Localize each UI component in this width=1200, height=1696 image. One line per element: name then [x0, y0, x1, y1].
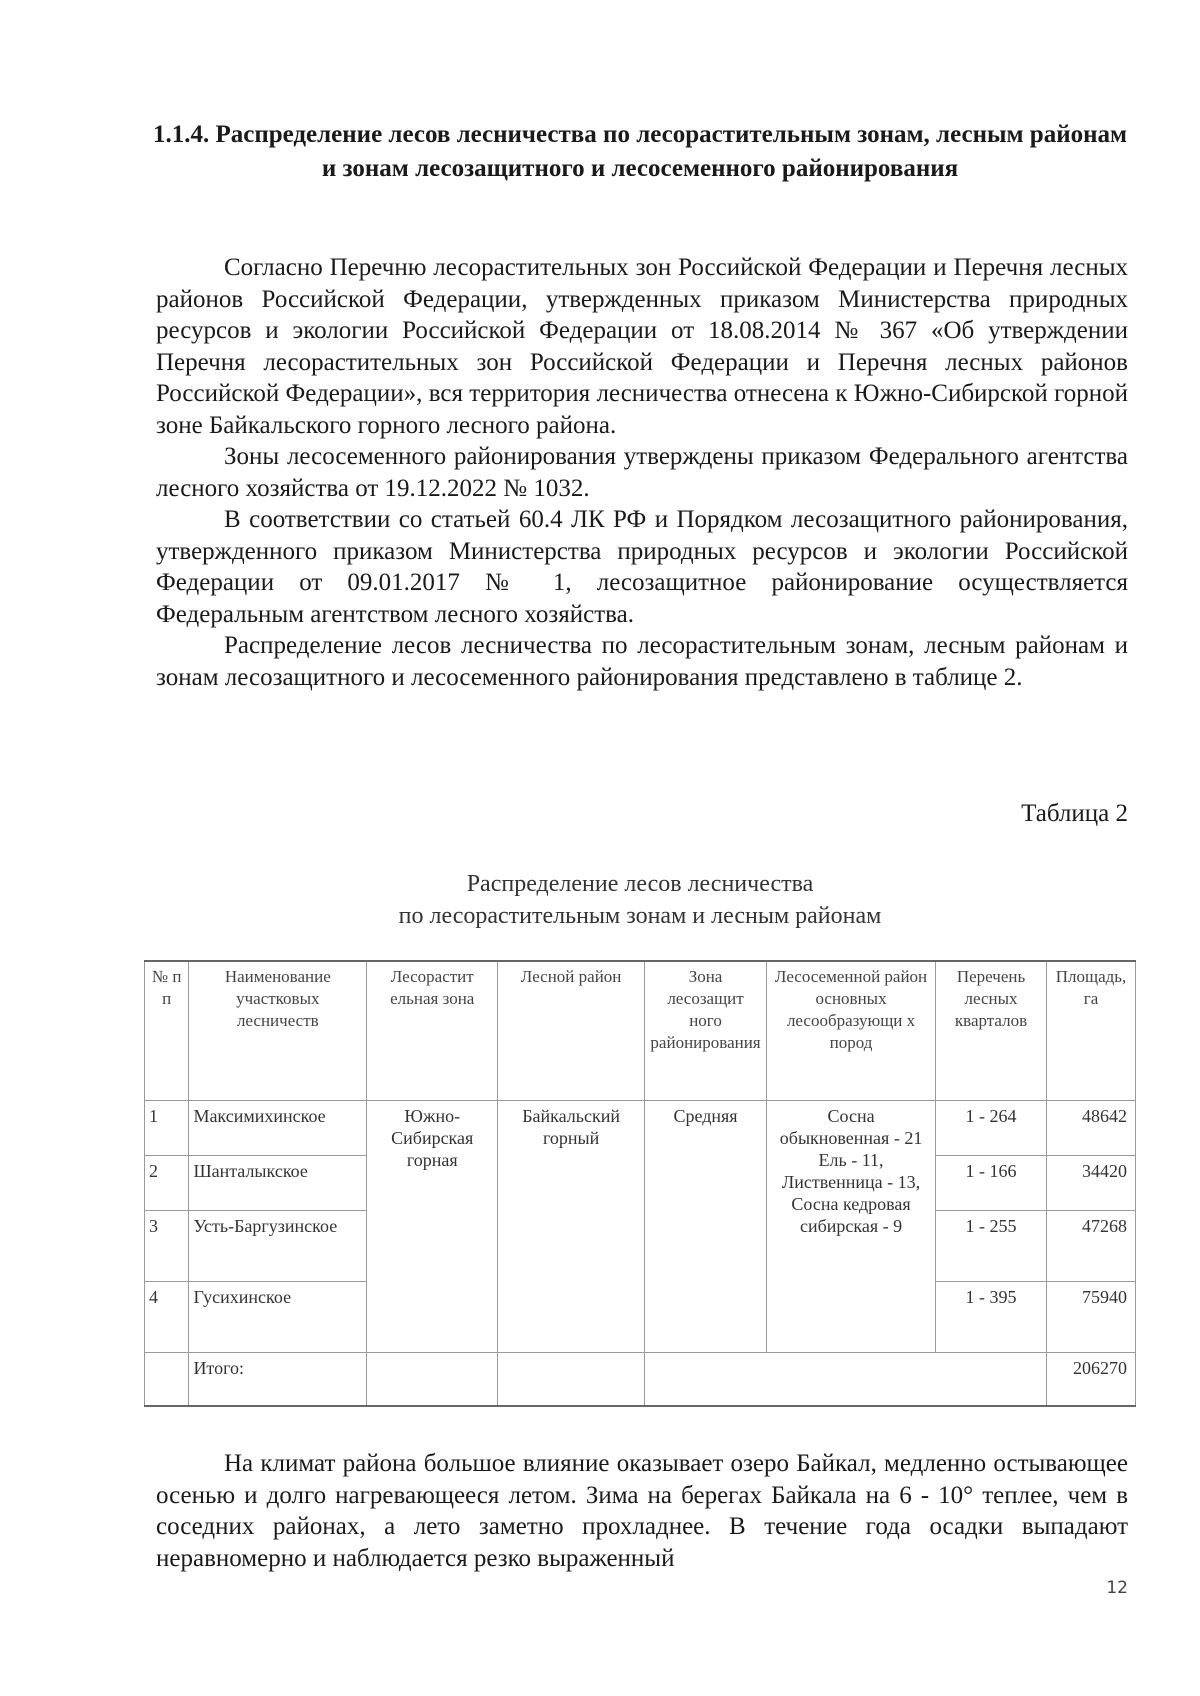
- forest-zone-cell: Южно-Сибирская горная: [367, 1101, 498, 1353]
- empty-cell: [644, 1353, 1046, 1407]
- forestry-name: Максимихинское: [189, 1101, 367, 1156]
- quarters-cell: 1 - 166: [935, 1156, 1046, 1211]
- empty-cell: [145, 1353, 189, 1407]
- table-title-line-1: Распределение лесов лесничества: [466, 871, 814, 897]
- seed-region-cell: Сосна обыкновенная - 21 Ель - 11, Лиственница - 13, Сосна кедровая сибирская - 9: [767, 1101, 936, 1353]
- forestry-name: Гусихинское: [189, 1282, 367, 1353]
- header-cell: Зона лесозащит ного районирования: [644, 961, 766, 1101]
- intro-text: [156, 252, 1128, 693]
- table-row: [145, 1101, 1136, 1156]
- forestry-name: Усть-Баргузинское: [189, 1211, 367, 1282]
- area-cell: 34420: [1047, 1156, 1136, 1211]
- forest-region-cell: Байкальский горный: [498, 1101, 645, 1353]
- paragraph-1: Согласно Перечню лесорастительных зон Российской Федерации и Перечня лесных районов Российской Федерации, утвержденных приказом Министерства природных ресурсов и экологии Российской Федерации от 18.08.2014 № 367 «Об утверждении Перечня лесорастительных зон Российской Федерации и Перечня лесных районов Российской Федерации», вся территория лесничества отнесена к Южно-Сибирской горной зоне Байкальского горного лесного района.: [156, 254, 1128, 439]
- row-number: 1: [145, 1101, 189, 1156]
- protection-zone-cell: Средняя: [644, 1101, 766, 1353]
- quarters-cell: 1 - 255: [935, 1211, 1046, 1282]
- area-cell: 75940: [1047, 1282, 1136, 1353]
- area-cell: 47268: [1047, 1211, 1136, 1282]
- header-cell: Лесосеменной район основных лесообразующи х пород: [767, 961, 936, 1101]
- header-cell: Лесорастит ельная зона: [367, 961, 498, 1101]
- empty-cell: [498, 1353, 645, 1407]
- table-label: Таблица 2: [1021, 800, 1128, 827]
- row-number: 2: [145, 1156, 189, 1211]
- forest-distribution-table: [144, 960, 1136, 1407]
- quarters-cell: 1 - 395: [935, 1282, 1046, 1353]
- page-number: 12: [1106, 1578, 1128, 1598]
- closing-paragraph: На климат района большое влияние оказывает озеро Байкал, медленно остывающее осенью и долго нагревающееся летом. Зима на берегах Байкала на 6 - 10° теплее, чем в соседних районах, а лето заметно прохладнее. В течение года осадки выпадают неравномерно и наблюдается резко выраженный: [156, 1450, 1128, 1572]
- section-heading: 1.1.4. Распределение лесов лесничества по лесорастительным зонам, лесным районам и зонам лесозащитного и лесосеменного районирования: [152, 121, 1128, 182]
- paragraph-4: Распределение лесов лесничества по лесорастительным зонам, лесным районам и зонам лесозащитного и лесосеменного районирования представлено в таблице 2.: [156, 632, 1128, 691]
- area-cell: 48642: [1047, 1101, 1136, 1156]
- header-cell: Наименование участковых лесничеств: [189, 961, 367, 1101]
- paragraph-3: В соответствии со статьей 60.4 ЛК РФ и Порядком лесозащитного районирования, утвержденного приказом Министерства природных ресурсов и экологии Российской Федерации от 09.01.2017 № 1, лесозащитное районирование осуществляется Федеральным агентством лесного хозяйства.: [156, 506, 1128, 628]
- table-total-row: [145, 1353, 1136, 1407]
- row-number: 3: [145, 1211, 189, 1282]
- paragraph-2: Зоны лесосеменного районирования утверждены приказом Федерального агентства лесного хозяйства от 19.12.2022 № 1032.: [156, 443, 1128, 502]
- empty-cell: [367, 1353, 498, 1407]
- total-area: 206270: [1047, 1353, 1136, 1407]
- row-number: 4: [145, 1282, 189, 1353]
- table-title: [150, 868, 1130, 932]
- quarters-cell: 1 - 264: [935, 1101, 1046, 1156]
- header-cell: № п п: [145, 961, 189, 1101]
- table-title-line-2: по лесорастительным зонам и лесным районам: [398, 903, 882, 929]
- forestry-name: Шанталыкское: [189, 1156, 367, 1211]
- header-cell: Лесной район: [498, 961, 645, 1101]
- header-cell: Площадь, га: [1047, 961, 1136, 1101]
- header-cell: Перечень лесных кварталов: [935, 961, 1046, 1101]
- closing-text: [156, 1448, 1128, 1574]
- table-header-row: [145, 961, 1136, 1101]
- total-label: Итого:: [189, 1353, 367, 1407]
